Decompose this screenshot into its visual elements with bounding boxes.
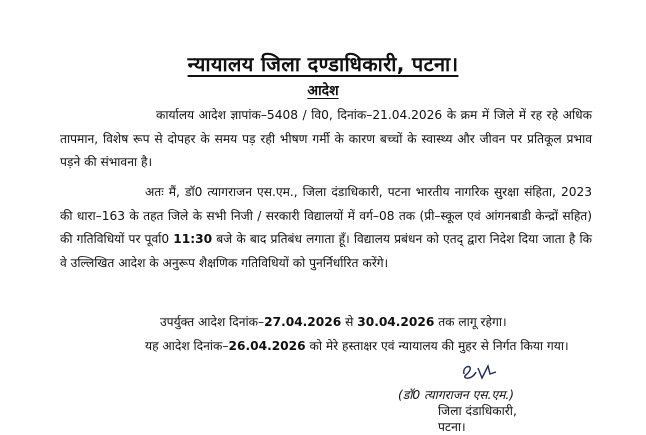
issue-text-post: को मेरे हस्ताक्षर एवं न्यायालय की मुहर से निर्गत किया गया। <box>305 339 569 353</box>
paragraph-validity <box>160 311 600 335</box>
handwritten-signature <box>460 360 500 384</box>
signature-block <box>398 387 517 435</box>
signatory-name: (डॉ0 त्यागराजन एस.एम.) <box>398 388 515 402</box>
restriction-time: 11:30 <box>173 232 213 246</box>
validity-text-mid: से <box>341 315 358 329</box>
paragraph-order <box>60 181 592 275</box>
paragraph-context-text: कार्यालय आदेश ज्ञापांक–5408 / वि0, दिनांक–21.04.2026 के क्रम में जिले में रह रहे अधिक तापमान, विशेष रूप से दोपहर के समय पड़ रही भीषण गर्मी के कारण बच्चों के स्वास्थ्य और जीवन पर प्रतिकूल प्रभाव पड़ने की संभावना है। <box>60 108 592 169</box>
paragraph-context <box>60 104 592 175</box>
court-title <box>0 50 646 77</box>
validity-end-date: 30.04.2026 <box>357 315 435 329</box>
signatory-place: पटना। <box>438 420 466 434</box>
validity-start-date: 27.04.2026 <box>264 315 342 329</box>
signatory-designation: जिला दंडाधिकारी, <box>438 404 517 418</box>
validity-text-post: तक लागू रहेगा। <box>434 315 507 329</box>
court-title-text: न्यायालय जिला दण्डाधिकारी, पटना। <box>187 52 459 76</box>
paragraph-order-text-pre: अतः मैं, डॉ0 त्यागराजन एस.एम., जिला दंडाधिकारी, पटना भारतीय नागरिक सुरक्षा संहिता, 2023 की धारा–163 के तहत जिले के सभी निजी / सरकारी विद्यालयों में वर्ग–08 तक (प्री–स्कूल एवं आंगनबाडी केन्द्रों सहित) की गतिविधियों पर पूर्वा0 <box>60 185 592 246</box>
order-heading <box>0 81 646 100</box>
issue-date: 26.04.2026 <box>228 339 306 353</box>
paragraph-order-text-post: बजे के बाद प्रतिबंध लगाता हूँ। विद्यालय प्रबंधन को एतद् द्वारा निदेश दिया जाता है कि वे उल्लिखित आदेश के अनुरूप शैक्षणिक गतिविधियों को पुनर्निर्धारित करेंगे। <box>60 232 592 270</box>
issue-text-pre: यह आदेश दिनांक– <box>145 339 229 353</box>
validity-text-pre: उपर्युक्त आदेश दिनांक– <box>160 315 265 329</box>
paragraph-issue <box>60 335 592 359</box>
order-heading-text: आदेश <box>307 83 339 99</box>
